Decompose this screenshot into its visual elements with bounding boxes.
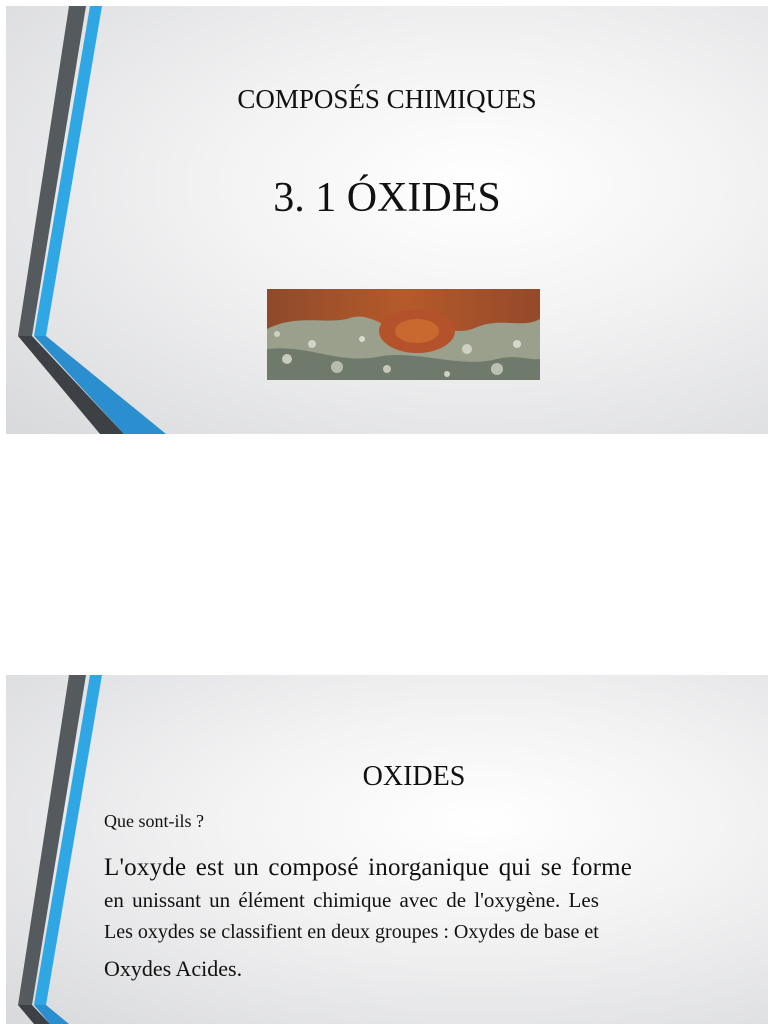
paragraph-line: Les oxydes se classifient en deux groupes : Oxydes de base et <box>104 921 599 943</box>
definition-paragraph <box>104 851 744 987</box>
title-slide <box>6 6 768 434</box>
rust-image <box>267 289 540 380</box>
paragraph-line: en unissant un élément chimique avec de l'oxygène. Les <box>104 888 599 912</box>
question-text: Que sont-ils ? <box>104 811 204 831</box>
content-slide <box>6 675 768 1024</box>
paragraph-line: Oxydes Acides. <box>104 956 243 981</box>
slide-heading: OXIDES <box>362 761 466 792</box>
slide-subheading: 3. 1 ÓXIDES <box>273 175 501 221</box>
slide-heading: COMPOSÉS CHIMIQUES <box>237 84 537 114</box>
paragraph-line: L'oxyde est un composé inorganique qui se forme <box>104 854 633 881</box>
